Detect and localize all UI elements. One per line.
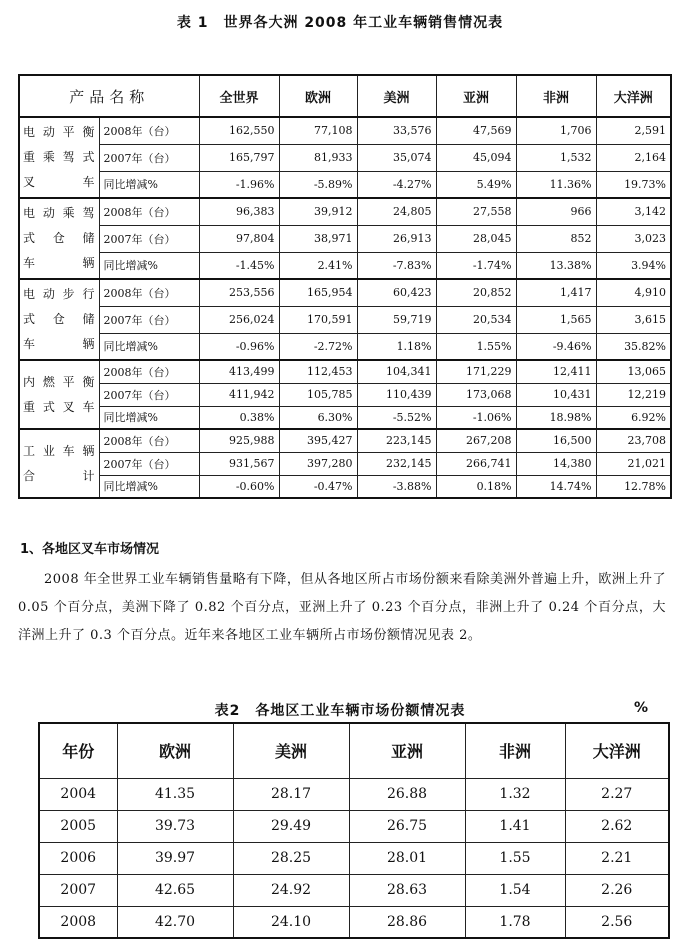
value-cell: 1,417 bbox=[516, 279, 596, 306]
value-cell: 12,219 bbox=[596, 383, 671, 406]
product-name-cell bbox=[19, 429, 99, 498]
header-america: 美洲 bbox=[233, 723, 349, 778]
table-row bbox=[39, 778, 669, 810]
share-cell: 24.10 bbox=[233, 906, 349, 938]
share-cell: 2.27 bbox=[565, 778, 669, 810]
product-name-cell bbox=[19, 279, 99, 360]
table-row bbox=[19, 333, 671, 360]
product-name-line: 电动平衡 bbox=[23, 125, 96, 139]
sales-table-header bbox=[19, 75, 671, 117]
value-cell: 411,942 bbox=[199, 383, 279, 406]
product-name-cell bbox=[19, 360, 99, 429]
year-cell: 2004 bbox=[39, 778, 117, 810]
value-cell: 267,208 bbox=[436, 429, 516, 452]
value-cell: 81,933 bbox=[279, 144, 357, 171]
value-cell: 1,532 bbox=[516, 144, 596, 171]
share-cell: 39.73 bbox=[117, 810, 233, 842]
share-cell: 1.41 bbox=[465, 810, 565, 842]
table-row bbox=[19, 452, 671, 475]
share-cell: 28.01 bbox=[349, 842, 465, 874]
value-cell: 1,706 bbox=[516, 117, 596, 144]
table-row bbox=[19, 306, 671, 333]
product-name-line: 内燃平衡 bbox=[23, 374, 96, 389]
value-cell: 173,068 bbox=[436, 383, 516, 406]
value-cell: 253,556 bbox=[199, 279, 279, 306]
value-cell: 96,383 bbox=[199, 198, 279, 225]
share-cell: 42.70 bbox=[117, 906, 233, 938]
value-cell: 23,708 bbox=[596, 429, 671, 452]
row-label: 同比增减% bbox=[99, 252, 199, 279]
value-cell: 931,567 bbox=[199, 452, 279, 475]
header-oceania: 大洋洲 bbox=[596, 75, 671, 117]
value-cell: 397,280 bbox=[279, 452, 357, 475]
table-row bbox=[19, 360, 671, 383]
value-cell: 4,910 bbox=[596, 279, 671, 306]
value-cell: 112,453 bbox=[279, 360, 357, 383]
product-name-line: 工业车辆 bbox=[23, 443, 96, 458]
value-cell: 60,423 bbox=[357, 279, 436, 306]
table-row bbox=[19, 279, 671, 306]
share-cell: 28.17 bbox=[233, 778, 349, 810]
share-cell: 28.25 bbox=[233, 842, 349, 874]
row-label: 2007年（台） bbox=[99, 306, 199, 333]
market-share-header bbox=[39, 723, 669, 778]
product-name-line: 式仓储 bbox=[23, 231, 96, 245]
value-cell: 1,565 bbox=[516, 306, 596, 333]
value-cell: -1.45% bbox=[199, 252, 279, 279]
table-row bbox=[39, 842, 669, 874]
value-cell: 6.30% bbox=[279, 406, 357, 429]
value-cell: 0.18% bbox=[436, 475, 516, 498]
value-cell: 852 bbox=[516, 225, 596, 252]
value-cell: -7.83% bbox=[357, 252, 436, 279]
share-cell: 1.55 bbox=[465, 842, 565, 874]
share-cell: 1.54 bbox=[465, 874, 565, 906]
row-label: 2008年（台） bbox=[99, 279, 199, 306]
table-row bbox=[19, 171, 671, 198]
table-row bbox=[19, 383, 671, 406]
header-america: 美洲 bbox=[357, 75, 436, 117]
value-cell: 162,550 bbox=[199, 117, 279, 144]
value-cell: 47,569 bbox=[436, 117, 516, 144]
value-cell: 97,804 bbox=[199, 225, 279, 252]
value-cell: 13,065 bbox=[596, 360, 671, 383]
row-label: 2008年（台） bbox=[99, 198, 199, 225]
product-name-line: 电动步行 bbox=[23, 287, 96, 301]
value-cell: 27,558 bbox=[436, 198, 516, 225]
product-name-line: 叉车 bbox=[23, 175, 96, 189]
value-cell: 12.78% bbox=[596, 475, 671, 498]
value-cell: 10,431 bbox=[516, 383, 596, 406]
value-cell: 3.94% bbox=[596, 252, 671, 279]
value-cell: -5.89% bbox=[279, 171, 357, 198]
product-name-cell bbox=[19, 117, 99, 198]
value-cell: 77,108 bbox=[279, 117, 357, 144]
header-europe: 欧洲 bbox=[279, 75, 357, 117]
value-cell: 1.18% bbox=[357, 333, 436, 360]
share-cell: 1.32 bbox=[465, 778, 565, 810]
value-cell: 256,024 bbox=[199, 306, 279, 333]
table-row bbox=[39, 906, 669, 938]
table-row bbox=[19, 198, 671, 225]
value-cell: 966 bbox=[516, 198, 596, 225]
value-cell: -2.72% bbox=[279, 333, 357, 360]
share-cell: 29.49 bbox=[233, 810, 349, 842]
share-cell: 24.92 bbox=[233, 874, 349, 906]
value-cell: 35,074 bbox=[357, 144, 436, 171]
value-cell: 3,615 bbox=[596, 306, 671, 333]
value-cell: -9.46% bbox=[516, 333, 596, 360]
product-name-line: 式仓储 bbox=[23, 312, 96, 326]
year-cell: 2006 bbox=[39, 842, 117, 874]
value-cell: 35.82% bbox=[596, 333, 671, 360]
row-label: 2008年（台） bbox=[99, 429, 199, 452]
value-cell: 223,145 bbox=[357, 429, 436, 452]
header-oceania: 大洋洲 bbox=[565, 723, 669, 778]
share-cell: 1.78 bbox=[465, 906, 565, 938]
value-cell: 12,411 bbox=[516, 360, 596, 383]
header-asia: 亚洲 bbox=[436, 75, 516, 117]
share-cell: 2.21 bbox=[565, 842, 669, 874]
product-name-line: 电动乘驾 bbox=[23, 206, 96, 220]
value-cell: 38,971 bbox=[279, 225, 357, 252]
value-cell: 20,534 bbox=[436, 306, 516, 333]
value-cell: 26,913 bbox=[357, 225, 436, 252]
header-africa: 非洲 bbox=[516, 75, 596, 117]
value-cell: 110,439 bbox=[357, 383, 436, 406]
table-row bbox=[19, 475, 671, 498]
value-cell: -1.06% bbox=[436, 406, 516, 429]
share-cell: 26.75 bbox=[349, 810, 465, 842]
value-cell: -5.52% bbox=[357, 406, 436, 429]
value-cell: 14,380 bbox=[516, 452, 596, 475]
value-cell: 105,785 bbox=[279, 383, 357, 406]
value-cell: 21,021 bbox=[596, 452, 671, 475]
year-cell: 2007 bbox=[39, 874, 117, 906]
value-cell: -4.27% bbox=[357, 171, 436, 198]
row-label: 2008年（台） bbox=[99, 360, 199, 383]
product-name-cell bbox=[19, 198, 99, 279]
share-cell: 42.65 bbox=[117, 874, 233, 906]
header-europe: 欧洲 bbox=[117, 723, 233, 778]
product-name-line: 车辆 bbox=[23, 337, 96, 351]
value-cell: 104,341 bbox=[357, 360, 436, 383]
value-cell: 19.73% bbox=[596, 171, 671, 198]
value-cell: 2.41% bbox=[279, 252, 357, 279]
share-cell: 2.56 bbox=[565, 906, 669, 938]
value-cell: 171,229 bbox=[436, 360, 516, 383]
value-cell: 1.55% bbox=[436, 333, 516, 360]
value-cell: 165,797 bbox=[199, 144, 279, 171]
row-label: 同比增减% bbox=[99, 171, 199, 198]
value-cell: 59,719 bbox=[357, 306, 436, 333]
value-cell: -3.88% bbox=[357, 475, 436, 498]
table2-title: 表2 各地区工业车辆市场份额情况表 bbox=[214, 703, 466, 719]
row-label: 2008年（台） bbox=[99, 117, 199, 144]
value-cell: 6.92% bbox=[596, 406, 671, 429]
value-cell: 925,988 bbox=[199, 429, 279, 452]
value-cell: -1.96% bbox=[199, 171, 279, 198]
value-cell: 33,576 bbox=[357, 117, 436, 144]
share-cell: 28.86 bbox=[349, 906, 465, 938]
value-cell: 2,591 bbox=[596, 117, 671, 144]
row-label: 2007年（台） bbox=[99, 144, 199, 171]
product-name-line: 重乘驾式 bbox=[23, 150, 96, 164]
value-cell: 39,912 bbox=[279, 198, 357, 225]
share-cell: 2.26 bbox=[565, 874, 669, 906]
value-cell: -0.96% bbox=[199, 333, 279, 360]
product-name-line: 车辆 bbox=[23, 256, 96, 270]
table-row bbox=[19, 117, 671, 144]
header-product-name: 产品名称 bbox=[19, 75, 199, 117]
value-cell: 2,164 bbox=[596, 144, 671, 171]
value-cell: 5.49% bbox=[436, 171, 516, 198]
row-label: 2007年（台） bbox=[99, 452, 199, 475]
value-cell: 20,852 bbox=[436, 279, 516, 306]
table-row bbox=[39, 810, 669, 842]
share-cell: 39.97 bbox=[117, 842, 233, 874]
value-cell: -0.47% bbox=[279, 475, 357, 498]
market-share-table bbox=[38, 722, 670, 939]
year-cell: 2008 bbox=[39, 906, 117, 938]
table-row bbox=[19, 406, 671, 429]
table-row bbox=[19, 225, 671, 252]
row-label: 同比增减% bbox=[99, 333, 199, 360]
value-cell: 24,805 bbox=[357, 198, 436, 225]
value-cell: 11.36% bbox=[516, 171, 596, 198]
value-cell: 395,427 bbox=[279, 429, 357, 452]
value-cell: 45,094 bbox=[436, 144, 516, 171]
row-label: 同比增减% bbox=[99, 406, 199, 429]
year-cell: 2005 bbox=[39, 810, 117, 842]
header-asia: 亚洲 bbox=[349, 723, 465, 778]
value-cell: 3,142 bbox=[596, 198, 671, 225]
value-cell: 14.74% bbox=[516, 475, 596, 498]
value-cell: 16,500 bbox=[516, 429, 596, 452]
value-cell: 13.38% bbox=[516, 252, 596, 279]
value-cell: 28,045 bbox=[436, 225, 516, 252]
table1-title: 表 1 世界各大洲 2008 年工业车辆销售情况表 bbox=[176, 15, 504, 31]
share-cell: 26.88 bbox=[349, 778, 465, 810]
value-cell: 3,023 bbox=[596, 225, 671, 252]
header-year: 年份 bbox=[39, 723, 117, 778]
table-row bbox=[39, 874, 669, 906]
row-label: 2007年（台） bbox=[99, 383, 199, 406]
product-name-line: 重式叉车 bbox=[23, 399, 96, 414]
section-heading: 1、各地区叉车市场情况 bbox=[20, 542, 160, 557]
value-cell: 266,741 bbox=[436, 452, 516, 475]
value-cell: 165,954 bbox=[279, 279, 357, 306]
value-cell: 170,591 bbox=[279, 306, 357, 333]
table-row bbox=[19, 252, 671, 279]
value-cell: 413,499 bbox=[199, 360, 279, 383]
table-row bbox=[19, 144, 671, 171]
sales-table bbox=[18, 74, 672, 499]
value-cell: 18.98% bbox=[516, 406, 596, 429]
value-cell: -1.74% bbox=[436, 252, 516, 279]
share-cell: 41.35 bbox=[117, 778, 233, 810]
section-paragraph: 2008 年全世界工业车辆销售量略有下降，但从各地区所占市场份额来看除美洲外普遍上升，欧洲上升了 0.05 个百分点，美洲下降了 0.82 个百分点，亚洲上升了 0.23 个百分点，非洲上升了 0.24 个百分点，大洋洲上升了 0.3 个百分点。近年来各地区工业车辆所占市场份额情况见表 2。 bbox=[18, 572, 666, 643]
row-label: 同比增减% bbox=[99, 475, 199, 498]
share-cell: 2.62 bbox=[565, 810, 669, 842]
value-cell: -0.60% bbox=[199, 475, 279, 498]
value-cell: 232,145 bbox=[357, 452, 436, 475]
header-africa: 非洲 bbox=[465, 723, 565, 778]
share-cell: 28.63 bbox=[349, 874, 465, 906]
product-name-line: 合计 bbox=[23, 468, 96, 483]
value-cell: 0.38% bbox=[199, 406, 279, 429]
header-world: 全世界 bbox=[199, 75, 279, 117]
table2-unit: % bbox=[634, 700, 649, 716]
row-label: 2007年（台） bbox=[99, 225, 199, 252]
table-row bbox=[19, 429, 671, 452]
